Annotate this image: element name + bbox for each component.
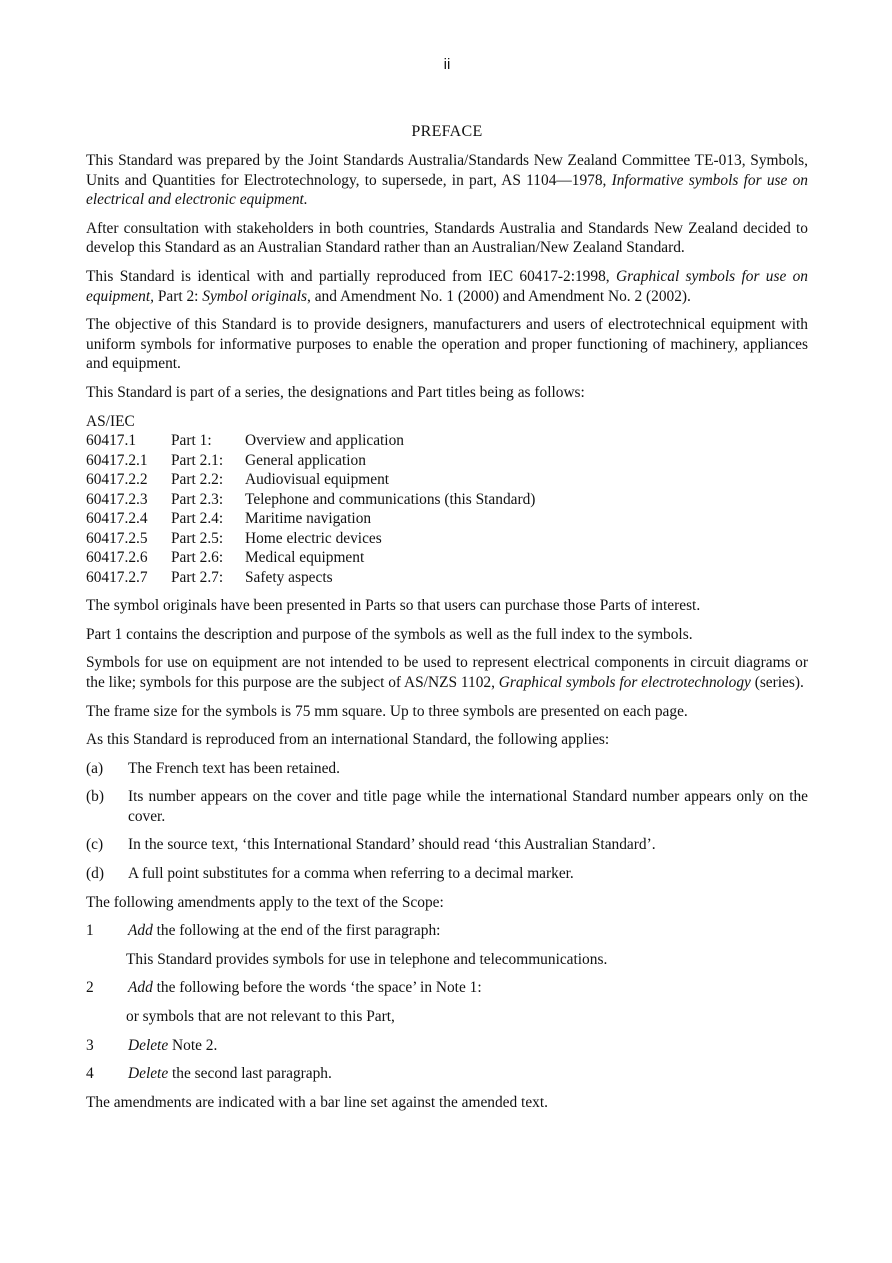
symbols-use-paragraph: Symbols for use on equipment are not intended to be used to represent electrical components in circuit diagrams or the like; symbols for this purpose are the subject of AS/NZS 1102, Graphical symbols for electrotechnology (series). xyxy=(86,654,808,691)
amendment-number: 3 xyxy=(86,1036,94,1054)
amendment-text xyxy=(128,921,808,941)
series-num: 60417.2.2 xyxy=(86,471,148,489)
amendment-number: 2 xyxy=(86,979,94,997)
amendment-item xyxy=(86,1064,808,1084)
item-label: (d) xyxy=(86,865,104,883)
series-part: Part 2.5: xyxy=(171,529,224,547)
amendment-inserted-text: or symbols that are not relevant to this Part, xyxy=(126,1008,395,1026)
series-title: General application xyxy=(245,451,366,469)
originals-paragraph: The symbol originals have been presented in Parts so that users can purchase those Parts of interest. xyxy=(86,597,701,615)
item-label: (a) xyxy=(86,759,104,777)
preface-body xyxy=(86,151,808,1121)
series-row xyxy=(86,470,535,490)
applies-item xyxy=(86,759,808,779)
item-label: (b) xyxy=(86,788,104,806)
amendment-text xyxy=(128,1064,808,1084)
amendment-verb: Delete xyxy=(128,1036,169,1054)
objective-paragraph: The objective of this Standard is to provide designers, manufacturers and users of electrotechnical equipment with uniform symbols for informative purposes to enable the operation and proper functioning of machinery, appliances and equipment. xyxy=(86,316,808,373)
item-text: In the source text, ‘this International Standard’ should read ‘this Australian Standard’. xyxy=(128,836,656,854)
amendment-item xyxy=(86,1036,808,1056)
series-title: Safety aspects xyxy=(245,568,333,586)
series-title: Medical equipment xyxy=(245,549,365,567)
amendment-inserted-text: This Standard provides symbols for use in telephone and telecommunications. xyxy=(126,950,608,968)
series-part: Part 2.4: xyxy=(171,510,224,528)
series-num: 60417.2.6 xyxy=(86,549,148,567)
page-title: PREFACE xyxy=(411,123,483,140)
series-num: 60417.2.4 xyxy=(86,510,148,528)
applies-item xyxy=(86,835,808,855)
series-intro-paragraph: This Standard is part of a series, the designations and Part titles being as follows: xyxy=(86,383,585,401)
series-num: 60417.1 xyxy=(86,432,137,450)
series-num: 60417.2.5 xyxy=(86,529,148,547)
amendments-list xyxy=(86,921,808,1084)
series-title: Overview and application xyxy=(245,432,404,450)
amendment-verb: Add xyxy=(128,979,153,997)
series-heading: AS/IEC xyxy=(86,412,135,430)
amendment-rest: the following at the end of the first paragraph: xyxy=(152,922,441,940)
series-title: Audiovisual equipment xyxy=(245,471,390,489)
series-title: Maritime navigation xyxy=(245,510,372,528)
amend-intro-paragraph: The following amendments apply to the text of the Scope: xyxy=(86,893,444,911)
amendment-verb: Add xyxy=(128,922,153,940)
series-row xyxy=(86,529,535,549)
item-text: Its number appears on the cover and title page while the international Standard number appears only on the cover. xyxy=(128,788,808,825)
series-row xyxy=(86,431,535,451)
frame-paragraph: The frame size for the symbols is 75 mm square. Up to three symbols are presented on each page. xyxy=(86,702,688,720)
applies-item xyxy=(86,864,808,884)
series-part: Part 2.7: xyxy=(171,568,224,586)
closing-paragraph: The amendments are indicated with a bar line set against the amended text. xyxy=(86,1093,548,1111)
series-row xyxy=(86,509,535,529)
amendment-text xyxy=(128,1036,808,1056)
series-table xyxy=(86,431,535,587)
series-num: 60417.2.3 xyxy=(86,490,148,508)
applies-list xyxy=(86,759,808,884)
applies-item xyxy=(86,787,808,826)
amendment-number: 4 xyxy=(86,1065,94,1083)
amendment-rest: the following before the words ‘the space’ in Note 1: xyxy=(152,979,482,997)
consultation-paragraph: After consultation with stakeholders in both countries, Standards Australia and Standards New Zealand decided to develop this Standard as an Australian Standard rather than an Australian/New Zealand Standard. xyxy=(86,219,808,257)
series-part: Part 2.6: xyxy=(171,549,224,567)
series-num: 60417.2.7 xyxy=(86,568,148,586)
series-num: 60417.2.1 xyxy=(86,451,148,469)
item-text: The French text has been retained. xyxy=(128,759,340,777)
series-part: Part 2.3: xyxy=(171,490,224,508)
series-part: Part 2.1: xyxy=(171,451,224,469)
series-row xyxy=(86,490,535,510)
series-title: Home electric devices xyxy=(245,529,382,547)
series-row xyxy=(86,548,535,568)
series-row xyxy=(86,568,535,588)
applies-paragraph: As this Standard is reproduced from an international Standard, the following applies: xyxy=(86,731,610,749)
part1-paragraph: Part 1 contains the description and purpose of the symbols as well as the full index to the symbols. xyxy=(86,625,693,643)
amendment-rest: Note 2. xyxy=(168,1036,218,1054)
intro-paragraph: This Standard was prepared by the Joint Standards Australia/Standards New Zealand Committee TE-013, Symbols, Units and Quantities for Electrotechnology, to supersede, in part, AS 1104—1978, Informative symbols for use on electrical and electronic equipment. xyxy=(86,152,808,209)
amendment-text xyxy=(128,978,808,998)
series-part: Part 2.2: xyxy=(171,471,224,489)
amendment-verb: Delete xyxy=(128,1065,169,1083)
page-number: ii xyxy=(443,56,451,73)
series-title: Telephone and communications (this Standard) xyxy=(245,490,536,508)
series-part: Part 1: xyxy=(171,432,212,450)
amendment-number: 1 xyxy=(86,922,94,940)
amendment-item xyxy=(86,921,808,941)
series-row xyxy=(86,451,535,471)
amendment-rest: the second last paragraph. xyxy=(168,1065,332,1083)
item-text: A full point substitutes for a comma when referring to a decimal marker. xyxy=(128,865,574,883)
item-label: (c) xyxy=(86,836,104,854)
amendment-item xyxy=(86,978,808,998)
identical-paragraph: This Standard is identical with and partially reproduced from IEC 60417-2:1998, Graphical symbols for use on equipment, Part 2: Symbol originals, and Amendment No. 1 (2000) and Amendment No. 2 (2002). xyxy=(86,267,808,305)
